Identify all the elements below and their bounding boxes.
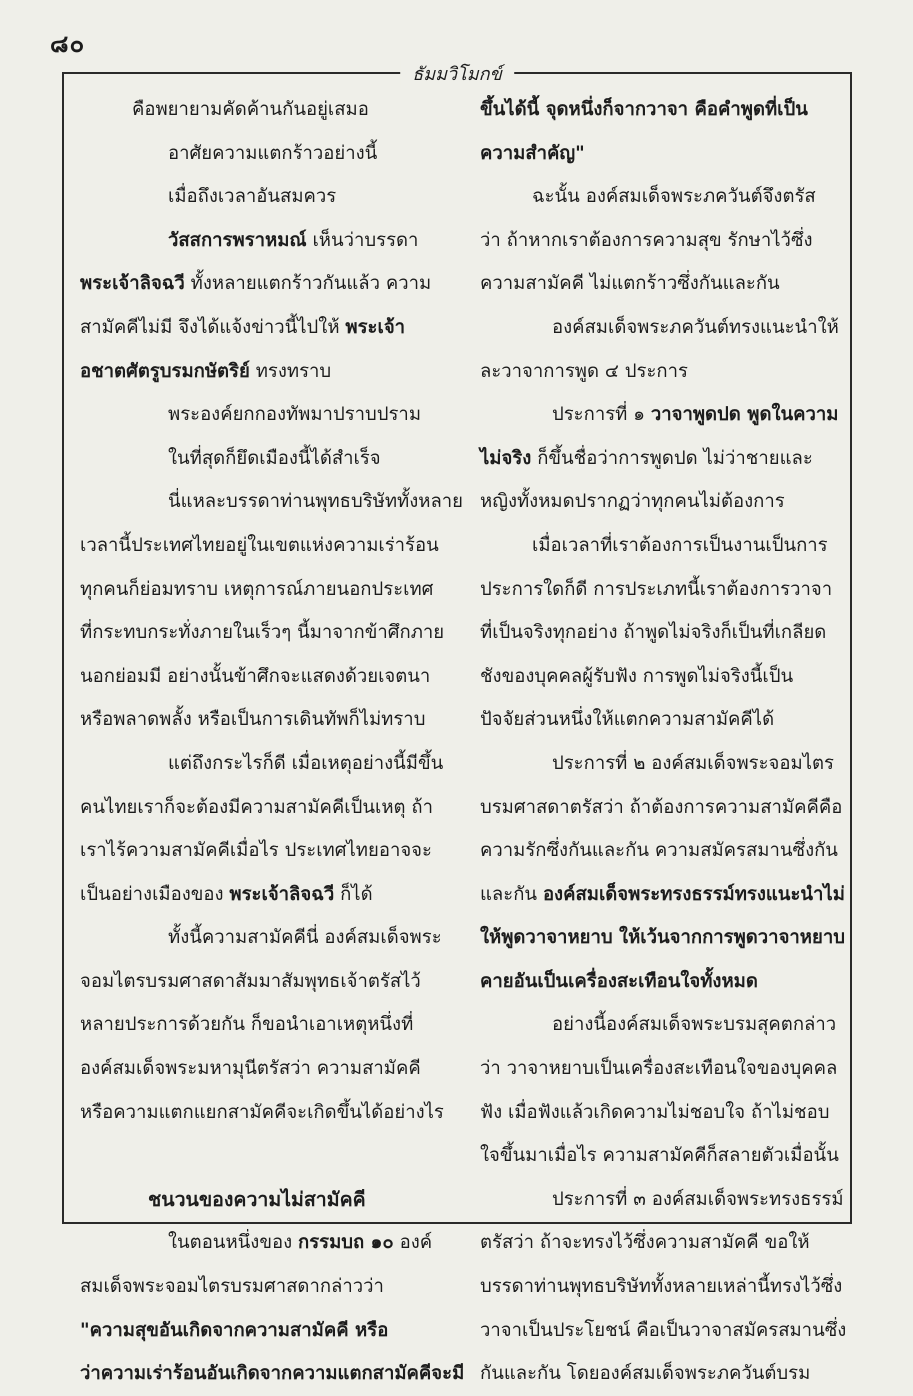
text-line: ละวาจาการพูด ๔ ประการ — [480, 360, 688, 382]
text-line: เมื่อถึงเวลาอันสมควร — [168, 186, 337, 208]
text-line — [80, 262, 452, 306]
text-line: เมื่อเวลาที่เราต้องการเป็นงานเป็นการ — [532, 534, 828, 556]
page-number: ๘๐ — [50, 30, 86, 58]
text-line: กันและกัน โดยองค์สมเด็จพระภควันต์บรม — [480, 1363, 811, 1385]
text-line: ตรัสว่า ถ้าจะทรงไว้ซึ่งความสามัคคี ขอให้ — [480, 1232, 810, 1254]
text-line: ว่า วาจาหยาบเป็นเครื่องสะเทือนใจของบุคคล — [480, 1058, 838, 1080]
text-line: คือพยายามคัดค้านกันอยู่เสมอ — [132, 99, 369, 120]
text-line: อาศัยความแตกร้าวอย่างนี้ — [168, 142, 378, 164]
text-line: เราไร้ความสามัคคีเมื่อไร ประเทศไทยอาจจะ — [80, 840, 432, 862]
text-line: "ความสุขอันเกิดจากความสามัคคี หรือ — [80, 1319, 389, 1341]
text-line — [480, 393, 840, 437]
text-run: และกัน — [480, 883, 543, 905]
text-line — [80, 219, 452, 263]
text-line: ใจขึ้นมาเมื่อไร ความสามัคคีก็สลายตัวเมื่อนั้น — [480, 1145, 839, 1167]
text-line: ปัจจัยส่วนหนึ่งให้แตกความสามัคคีได้ — [480, 709, 775, 731]
text-line: ขึ้นได้นี้ จุดหนึ่งก็จากวาจา คือคำพูดที่เป็น — [480, 99, 808, 120]
section-heading: ชนวนของความไม่สามัคคี — [148, 1187, 366, 1211]
text-line: องค์สมเด็จพระมหามุนีตรัสว่า ความสามัคคี — [80, 1058, 421, 1080]
text-line — [80, 1221, 452, 1265]
bold-term: พระเจ้าลิจฉวี — [229, 883, 335, 905]
text-run: ทรงทราบ — [249, 360, 332, 382]
right-column — [480, 88, 847, 1396]
bold-term: พระเจ้า — [345, 316, 406, 338]
text-line: ความสามัคคี ไม่แตกร้าวซึ่งกันและกัน — [480, 273, 780, 295]
text-line: ประการใดก็ดี การประเภทนี้เราต้องการวาจา — [480, 578, 833, 600]
text-line: บรมศาสดาตรัสว่า ถ้าต้องการความสามัคคีคือ — [480, 796, 843, 818]
text-run: ก็ได้ — [334, 883, 373, 905]
text-run: ประการที่ ๑ — [552, 404, 651, 426]
text-run: ในตอนหนึ่งของ — [168, 1232, 298, 1254]
text-line: ทุกคนก็ย่อมทราบ เหตุการณ์ภายนอกประเทศ — [80, 578, 434, 600]
text-line: ความรักซึ่งกันและกัน ความสมัครสมานซึ่งกัน — [480, 840, 838, 862]
text-line — [80, 873, 452, 917]
text-run: องค์ — [393, 1232, 433, 1254]
text-line: ว่า ถ้าหากเราต้องการความสุข รักษาไว้ซึ่ง — [480, 229, 813, 251]
spacer — [80, 1134, 452, 1178]
bold-term: วาจาพูดปด พูดในความ — [650, 404, 839, 426]
text-line — [480, 437, 840, 481]
text-line: ประการที่ ๓ องค์สมเด็จพระทรงธรรม์ — [552, 1188, 844, 1210]
text-run: เห็นว่าบรรดา — [306, 229, 419, 251]
left-column — [80, 88, 465, 1396]
bold-term: องค์สมเด็จพระทรงธรรม์ทรงแนะนำไม่ — [542, 883, 845, 905]
text-line: วาจาเป็นประโยชน์ คือเป็นวาจาสมัครสมานซึ่ง — [480, 1319, 847, 1341]
text-line: ทั้งนี้ความสามัคคีนี่ องค์สมเด็จพระ — [168, 927, 442, 949]
text-line: ประการที่ ๒ องค์สมเด็จพระจอมไตร — [552, 752, 834, 774]
text-line: หญิงทั้งหมดปรากฏว่าทุกคนไม่ต้องการ — [480, 491, 785, 513]
text-line: คายอันเป็นเครื่องสะเทือนใจทั้งหมด — [480, 970, 758, 992]
text-run: ทั้งหลายแตกร้าวกันแล้ว ความ — [184, 273, 432, 295]
text-line: พระองค์ยกกองทัพมาปราบปราม — [168, 404, 422, 426]
running-head: ธัมมวิโมกข์ — [400, 59, 514, 88]
text-line: องค์สมเด็จพระภควันต์ทรงแนะนำให้ — [552, 316, 839, 338]
text-line: บรรดาท่านพุทธบริษัททั้งหลายเหล่านี้ทรงไว้ซึ่ง — [480, 1276, 843, 1298]
bold-term: ไม่จริง — [480, 447, 532, 469]
text-line: ให้พูดวาจาหยาบ ให้เว้นจากการพูดวาจาหยาบ — [480, 927, 845, 949]
text-line: นี่แหละบรรดาท่านพุทธบริษัททั้งหลาย — [168, 491, 464, 513]
text-run: สามัคคีไม่มี จึงได้แจ้งข่าวนี้ไปให้ — [80, 316, 346, 338]
text-line: เวลานี้ประเทศไทยอยู่ในเขตแห่งความเร่าร้อน — [80, 534, 439, 556]
text-line: อย่างนี้องค์สมเด็จพระบรมสุคตกล่าว — [552, 1014, 837, 1036]
text-line — [480, 873, 845, 917]
text-line: ฟัง เมื่อฟังแล้วเกิดความไม่ชอบใจ ถ้าไม่ชอบ — [480, 1101, 830, 1123]
text-line: หรือพลาดพลั้ง หรือเป็นการเดินทัพก็ไม่ทราบ — [80, 709, 426, 731]
text-line: สมเด็จพระจอมไตรบรมศาสดากล่าวว่า — [80, 1276, 384, 1298]
text-line: ที่เป็นจริงทุกอย่าง ถ้าพูดไม่จริงก็เป็นที่เกลียด — [480, 622, 827, 644]
text-line: หลายประการด้วยกัน ก็ขอนำเอาเหตุหนึ่งที่ — [80, 1014, 414, 1036]
text-line: ฉะนั้น องค์สมเด็จพระภควันต์จึงตรัส — [532, 186, 816, 208]
text-line: หรือความแตกแยกสามัคคีจะเกิดขึ้นได้อย่างไร — [80, 1101, 444, 1123]
bold-term: อชาตศัตรูบรมกษัตริย์ — [80, 360, 250, 382]
text-line: จอมไตรบรมศาสดาสัมมาสัมพุทธเจ้าตรัสไว้ — [80, 970, 421, 992]
text-run: เป็นอย่างเมืองของ — [80, 883, 230, 905]
text-frame — [62, 64, 852, 1385]
text-line: คนไทยเราก็จะต้องมีความสามัคคีเป็นเหตุ ถ้า — [80, 796, 434, 818]
bold-term: กรรมบถ ๑๐ — [298, 1232, 394, 1254]
text-line: แต่ถึงกระไรก็ดี เมื่อเหตุอย่างนี้มีขึ้น — [168, 752, 444, 774]
text-run: ก็ขึ้นชื่อว่าการพูดปด ไม่ว่าชายและ — [531, 447, 813, 469]
text-line: ชังของบุคคลผู้รับฟัง การพูดไม่จริงนี้เป็น — [480, 665, 794, 687]
text-line: ในที่สุดก็ยึดเมืองนี้ได้สำเร็จ — [168, 447, 381, 469]
text-line — [80, 350, 452, 394]
text-line — [80, 306, 452, 350]
text-line: ความสำคัญ" — [480, 142, 585, 164]
text-line: ว่าความเร่าร้อนอันเกิดจากความแตกสามัคคีจะมี — [80, 1363, 465, 1385]
bold-term: พระเจ้าลิจฉวี — [80, 273, 185, 295]
text-line: นอกย่อมมี อย่างนั้นข้าศึกจะแสดงด้วยเจตนา — [80, 665, 431, 687]
bold-term: วัสสการพราหมณ์ — [168, 229, 307, 251]
text-line: ที่กระทบกระทั่งภายในเร็วๆ นี้มาจากข้าศึกภาย — [80, 622, 445, 644]
